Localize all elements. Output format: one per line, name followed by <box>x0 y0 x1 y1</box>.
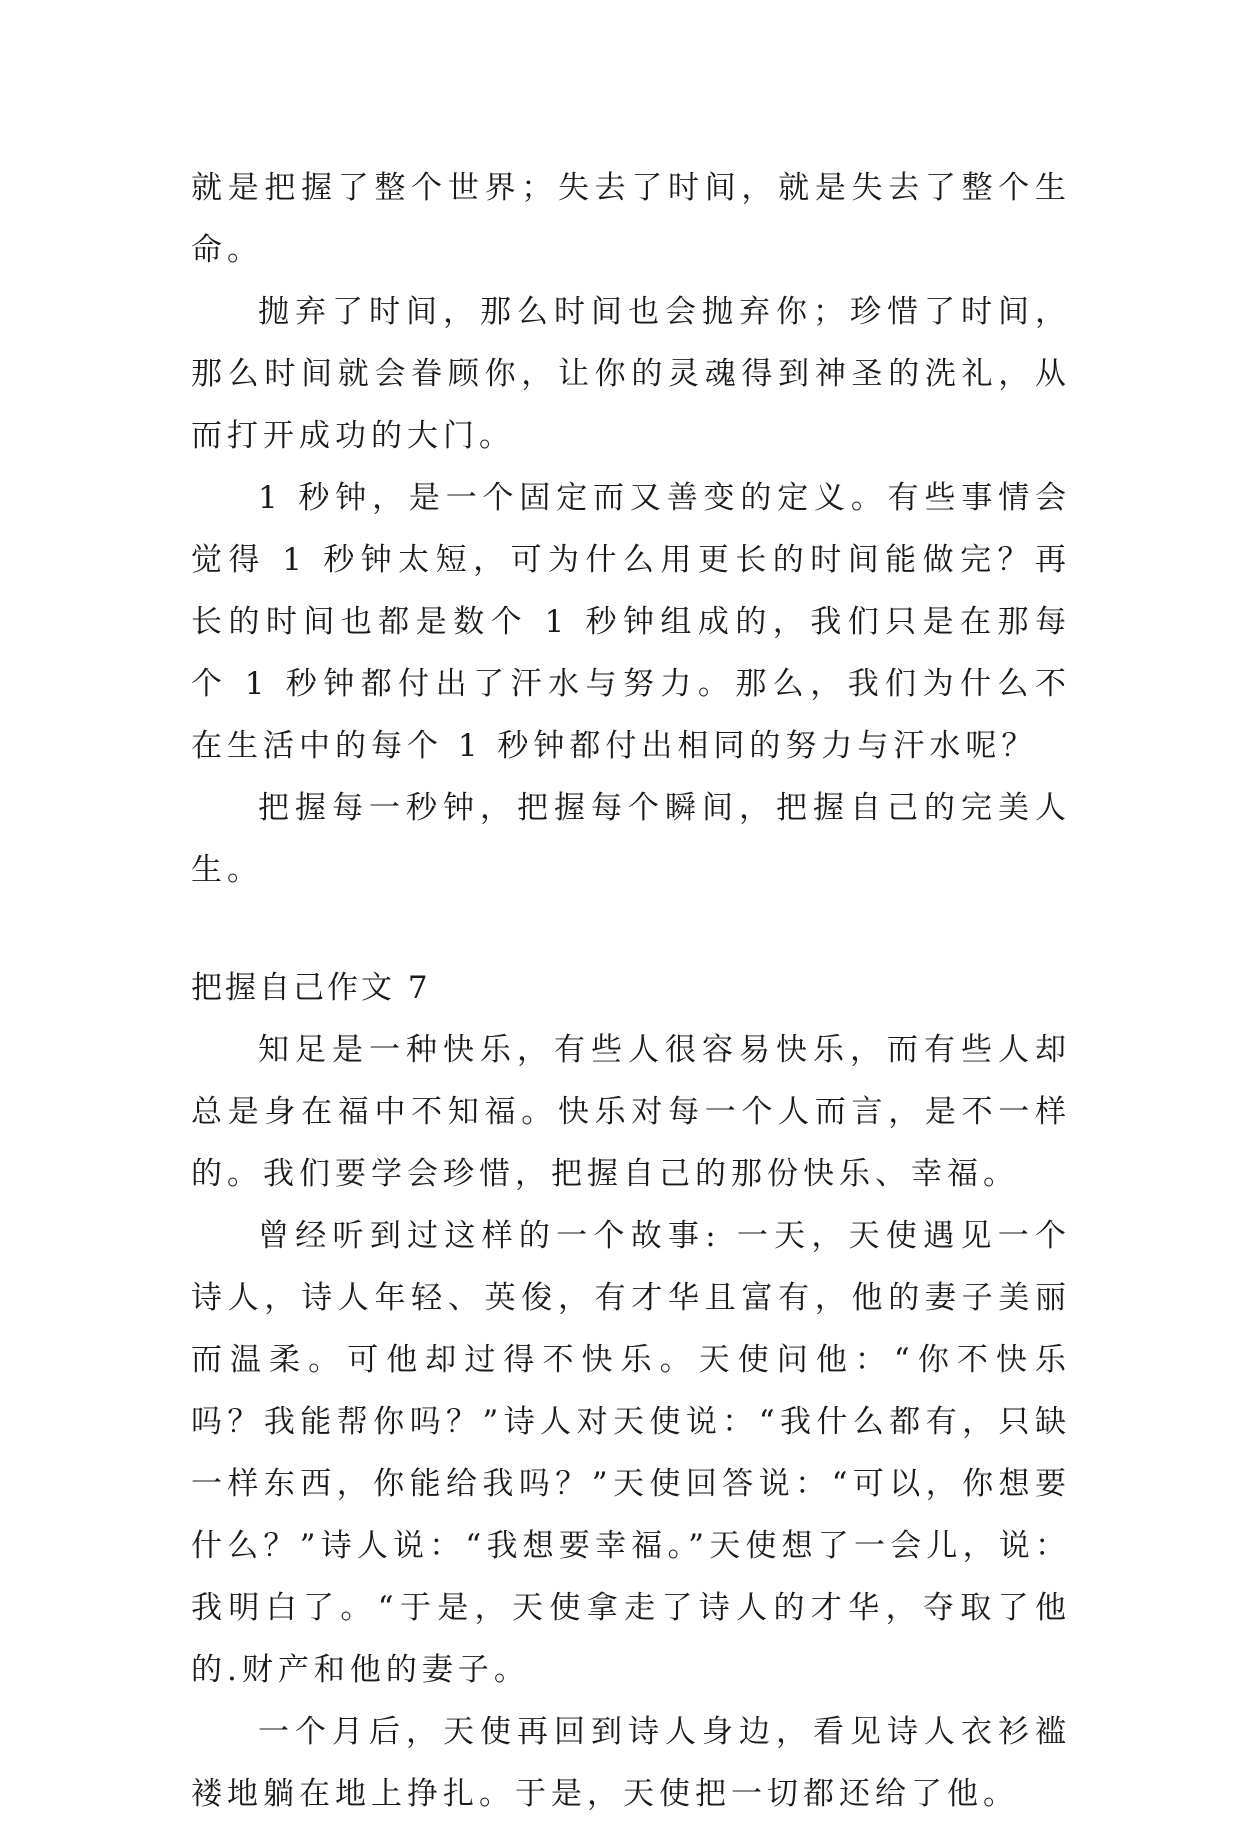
paragraph: 曾经听到过这样的一个故事: 一天，天使遇见一个诗人，诗人年轻、英俊，有才华且富有，他的妻子美丽而温柔。可他却过得不快乐。天使问他：“你不快乐吗？我能帮你吗？”诗人对天使说：“我什么都有，只缺一样东西，你能给我吗？”天使回答说：“可以，你想要什么？”诗人说：“我想要幸福。”天使想了一会儿，说：我明白了。“于是，天使拿走了诗人的才华，夺取了他的.财产和他的妻子。 <box>191 1218 1071 1688</box>
paragraph: 抛弃了时间，那么时间也会抛弃你；珍惜了时间，那么时间就会眷顾你，让你的灵魂得到神圣的洗礼，从而打开成功的大门。 <box>191 294 1071 454</box>
paragraph-continuation: 就是把握了整个世界；失去了时间，就是失去了整个生命。 <box>191 170 1071 268</box>
paragraph: 1 秒钟，是一个固定而又善变的定义。有些事情会觉得 1 秒钟太短，可为什么用更长的时间能做完？再长的时间也都是数个 1 秒钟组成的，我们只是在那每个 1 秒钟都付出了汗水与努力。那么，我们为什么不在生活中的每个 1 秒钟都付出相同的努力与汗水呢？ <box>191 480 1071 764</box>
paragraph: 知足是一种快乐，有些人很容易快乐，而有些人却总是身在福中不知福。快乐对每一个人而言，是不一样的。我们要学会珍惜，把握自己的那份快乐、幸福。 <box>191 1032 1071 1192</box>
document-body <box>191 157 1071 1825</box>
paragraph: 把握每一秒钟，把握每个瞬间，把握自己的完美人生。 <box>191 790 1071 888</box>
section-title: 把握自己作文 7 <box>191 970 431 1006</box>
paragraph: 一个月后，天使再回到诗人身边，看见诗人衣衫褴褛地躺在地上挣扎。于是，天使把一切都还给了他。 <box>191 1714 1071 1812</box>
